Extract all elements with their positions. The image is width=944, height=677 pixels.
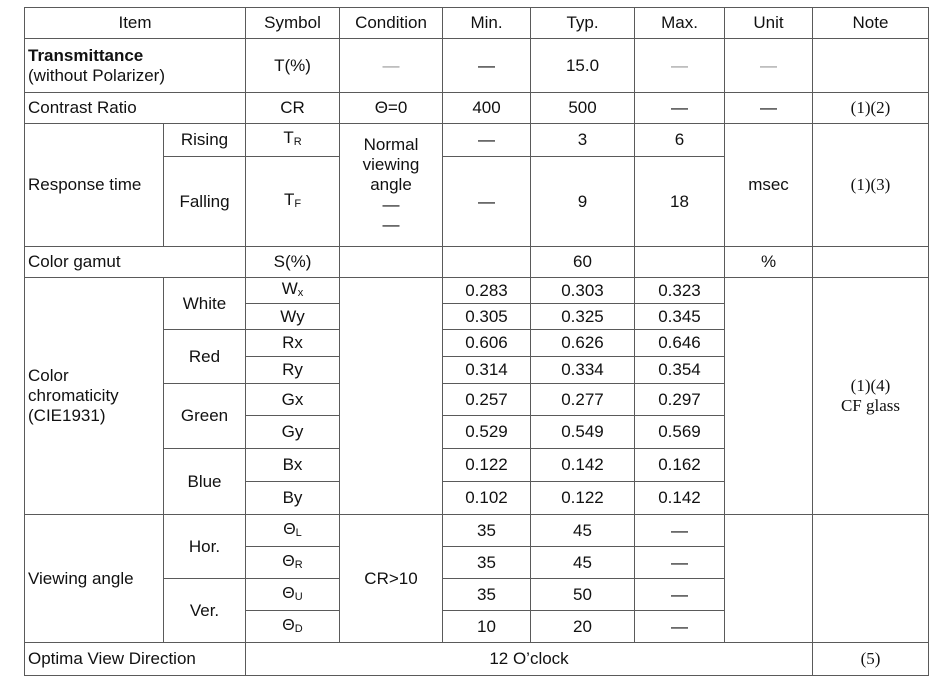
viewing-hor-label: Hor. <box>164 515 246 579</box>
chroma-unit <box>725 278 813 515</box>
viewing-condition: CR>10 <box>340 515 443 643</box>
chroma-max: 0.162 <box>635 449 725 482</box>
transmittance-min: — <box>443 39 531 93</box>
chroma-symbol: Rx <box>246 330 340 357</box>
chroma-typ: 0.142 <box>531 449 635 482</box>
chroma-typ: 0.626 <box>531 330 635 357</box>
chroma-group-white: White <box>164 278 246 330</box>
header-row <box>25 8 929 39</box>
transmittance-typ: 15.0 <box>531 39 635 93</box>
chroma-min: 0.122 <box>443 449 531 482</box>
response-condition: Normal viewing angle — — <box>340 124 443 247</box>
chroma-max: 0.345 <box>635 304 725 330</box>
chroma-symbol: Ry <box>246 357 340 384</box>
chroma-label: Color chromaticity (CIE1931) <box>25 278 164 515</box>
chroma-symbol: Gx <box>246 384 340 416</box>
transmittance-note <box>813 39 929 93</box>
viewing-unit <box>725 515 813 643</box>
response-falling-typ: 9 <box>531 157 635 247</box>
viewing-label: Viewing angle <box>25 515 164 643</box>
optical-spec-table <box>24 7 929 676</box>
response-rising-min: — <box>443 124 531 157</box>
chroma-typ: 0.277 <box>531 384 635 416</box>
header-max: Max. <box>635 8 725 39</box>
header-typ: Typ. <box>531 8 635 39</box>
response-falling-label: Falling <box>164 157 246 247</box>
chroma-symbol: Gy <box>246 416 340 449</box>
chroma-typ: 0.325 <box>531 304 635 330</box>
viewing-symbol: $\Theta_U$ <box>246 579 340 611</box>
chroma-group-green: Green <box>164 384 246 449</box>
viewing-min: 35 <box>443 579 531 611</box>
response-falling-max: 18 <box>635 157 725 247</box>
contrast-condition: Θ=0 <box>340 93 443 124</box>
response-rising-row <box>25 124 929 157</box>
chroma-min: 0.283 <box>443 278 531 304</box>
chroma-max: 0.297 <box>635 384 725 416</box>
chroma-symbol: $W_x$ <box>246 278 340 304</box>
chroma-typ: 0.303 <box>531 278 635 304</box>
chroma-min: 0.305 <box>443 304 531 330</box>
response-falling-min: — <box>443 157 531 247</box>
gamut-note <box>813 247 929 278</box>
gamut-max <box>635 247 725 278</box>
optima-value: 12 O’clock <box>246 643 813 676</box>
viewing-max: — <box>635 579 725 611</box>
contrast-unit: — <box>725 93 813 124</box>
viewing-symbol: $\Theta_R$ <box>246 547 340 579</box>
viewing-note <box>813 515 929 643</box>
header-unit: Unit <box>725 8 813 39</box>
chroma-typ: 0.549 <box>531 416 635 449</box>
chroma-max: 0.323 <box>635 278 725 304</box>
transmittance-row <box>25 39 929 93</box>
viewing-typ: 20 <box>531 611 635 643</box>
response-rising-typ: 3 <box>531 124 635 157</box>
header-symbol: Symbol <box>246 8 340 39</box>
viewing-row <box>25 515 929 547</box>
viewing-symbol: $\Theta_L$ <box>246 515 340 547</box>
transmittance-max: — <box>635 39 725 93</box>
transmittance-condition: — <box>340 39 443 93</box>
response-falling-symbol: $T_F$ <box>246 157 340 247</box>
gamut-label: Color gamut <box>25 247 246 278</box>
gamut-unit: % <box>725 247 813 278</box>
transmittance-symbol: T(%) <box>246 39 340 93</box>
contrast-note: (1)(2) <box>813 93 929 124</box>
gamut-min <box>443 247 531 278</box>
chroma-symbol: By <box>246 482 340 515</box>
contrast-min: 400 <box>443 93 531 124</box>
viewing-max: — <box>635 547 725 579</box>
header-item: Item <box>25 8 246 39</box>
transmittance-label: Transmittance <box>28 45 144 65</box>
contrast-max: — <box>635 93 725 124</box>
transmittance-unit: — <box>725 39 813 93</box>
chroma-row <box>25 278 929 304</box>
viewing-max: — <box>635 611 725 643</box>
viewing-typ: 45 <box>531 515 635 547</box>
chroma-typ: 0.122 <box>531 482 635 515</box>
header-min: Min. <box>443 8 531 39</box>
viewing-typ: 45 <box>531 547 635 579</box>
gamut-symbol: S(%) <box>246 247 340 278</box>
chroma-min: 0.606 <box>443 330 531 357</box>
chroma-note: (1)(4) CF glass <box>813 278 929 515</box>
contrast-symbol: CR <box>246 93 340 124</box>
header-condition: Condition <box>340 8 443 39</box>
viewing-symbol: $\Theta_D$ <box>246 611 340 643</box>
chroma-max: 0.354 <box>635 357 725 384</box>
chroma-max: 0.646 <box>635 330 725 357</box>
optima-note: (5) <box>813 643 929 676</box>
response-label: Response time <box>25 124 164 247</box>
header-note: Note <box>813 8 929 39</box>
response-rising-label: Rising <box>164 124 246 157</box>
response-rising-max: 6 <box>635 124 725 157</box>
optima-label: Optima View Direction <box>25 643 246 676</box>
contrast-label: Contrast Ratio <box>25 93 246 124</box>
transmittance-label-cell <box>25 39 246 93</box>
viewing-min: 35 <box>443 547 531 579</box>
chroma-typ: 0.334 <box>531 357 635 384</box>
contrast-typ: 500 <box>531 93 635 124</box>
response-note: (1)(3) <box>813 124 929 247</box>
response-rising-symbol: $T_R$ <box>246 124 340 157</box>
response-unit: msec <box>725 124 813 247</box>
chroma-group-blue: Blue <box>164 449 246 515</box>
chroma-max: 0.142 <box>635 482 725 515</box>
viewing-min: 35 <box>443 515 531 547</box>
gamut-typ: 60 <box>531 247 635 278</box>
viewing-min: 10 <box>443 611 531 643</box>
chroma-max: 0.569 <box>635 416 725 449</box>
chroma-symbol: Wy <box>246 304 340 330</box>
viewing-max: — <box>635 515 725 547</box>
chroma-group-red: Red <box>164 330 246 384</box>
viewing-ver-label: Ver. <box>164 579 246 643</box>
chroma-min: 0.257 <box>443 384 531 416</box>
gamut-condition <box>340 247 443 278</box>
contrast-row <box>25 93 929 124</box>
chroma-condition <box>340 278 443 515</box>
chroma-min: 0.102 <box>443 482 531 515</box>
chroma-min: 0.529 <box>443 416 531 449</box>
gamut-row <box>25 247 929 278</box>
transmittance-sublabel: (without Polarizer) <box>28 65 165 85</box>
chroma-min: 0.314 <box>443 357 531 384</box>
viewing-typ: 50 <box>531 579 635 611</box>
optima-row <box>25 643 929 676</box>
chroma-symbol: Bx <box>246 449 340 482</box>
